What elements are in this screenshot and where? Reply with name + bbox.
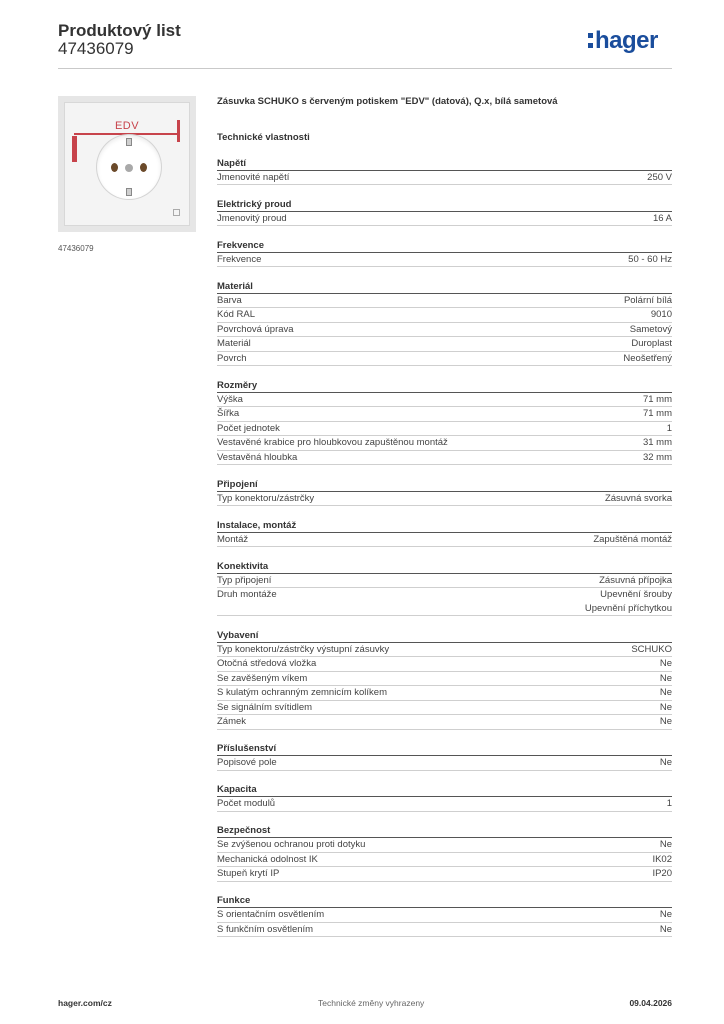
spec-value: [628, 253, 672, 267]
spec-row: [217, 908, 672, 923]
spec-value: [653, 212, 672, 226]
spec-value: [660, 715, 672, 729]
footer-date: 09.04.2026: [629, 998, 672, 1008]
spec-label: Materiál: [217, 338, 251, 349]
spec-value-line: Zapuštěná montáž: [593, 533, 672, 545]
spec-section: [217, 519, 672, 548]
spec-value-line: Ne: [659, 672, 672, 684]
section-heading: Frekvence: [217, 239, 672, 253]
spec-row: [217, 838, 672, 853]
spec-value-line: Neošetřený: [623, 352, 672, 364]
spec-value: [585, 588, 672, 615]
spec-section: [217, 629, 672, 730]
spec-value-line: SCHUKO: [631, 643, 672, 655]
spec-label: Šířka: [217, 408, 240, 419]
spec-label: Montáž: [217, 533, 249, 545]
spec-value: [593, 533, 672, 547]
spec-row: [217, 352, 672, 367]
section-heading: Kapacita: [217, 783, 672, 797]
edv-print: EDV: [114, 120, 140, 132]
spec-value: [623, 352, 672, 366]
spec-content: [217, 95, 672, 937]
spec-row: [217, 337, 672, 352]
section-heading: Vybavení: [217, 629, 672, 643]
spec-value: [643, 451, 672, 465]
spec-value-line: 50 - 60 Hz: [628, 253, 672, 265]
spec-section: [217, 742, 672, 771]
spec-section: [217, 783, 672, 812]
spec-row: [217, 451, 672, 466]
footer-website-link[interactable]: hager.com/cz: [58, 998, 112, 1008]
spec-row: [217, 672, 672, 687]
spec-row: [217, 171, 672, 186]
spec-sections: [217, 157, 672, 938]
spec-value-line: IK02: [652, 853, 672, 865]
spec-label: Stupeň krytí IP: [217, 868, 280, 879]
spec-label: Počet jednotek: [217, 422, 280, 434]
spec-section: [217, 894, 672, 937]
section-heading: Materiál: [217, 280, 672, 294]
spec-value: [651, 308, 672, 322]
spec-row: [217, 867, 672, 882]
schuko-socket-icon: [97, 135, 161, 199]
spec-label: Mechanická odolnost IK: [217, 853, 318, 865]
image-caption: 47436079: [58, 244, 94, 253]
spec-row: [217, 308, 672, 323]
spec-value-line: 9010: [650, 309, 672, 320]
spec-row: [217, 588, 672, 616]
spec-label: Otočná středová vložka: [217, 658, 317, 669]
spec-row: [217, 574, 672, 589]
section-heading: Bezpečnost: [217, 824, 672, 838]
section-heading: Elektrický proud: [217, 198, 672, 212]
spec-row: [217, 294, 672, 309]
spec-label: Výška: [217, 393, 243, 405]
spec-label: Jmenovitý proud: [217, 212, 287, 224]
spec-label: Vestavěné krabice pro hloubkovou zapuštěnou montáž: [217, 437, 448, 448]
spec-value: [652, 853, 672, 867]
section-heading: Napětí: [217, 157, 672, 171]
spec-label: S funkčním osvětlením: [217, 923, 314, 935]
spec-value-line: Ne: [659, 701, 672, 713]
spec-value-line: Ne: [659, 716, 672, 727]
spec-value-line: Zásuvná svorka: [604, 492, 672, 504]
spec-label: Barva: [217, 294, 242, 306]
spec-label: Typ konektoru/zástrčky výstupní zásuvky: [217, 643, 390, 655]
earth-clip-top: [126, 138, 132, 146]
spec-value: [643, 436, 672, 450]
spec-value-line: Ne: [659, 839, 672, 850]
center-screw: [125, 164, 133, 172]
spec-row: [217, 643, 672, 658]
spec-label: Kód RAL: [217, 309, 256, 320]
spec-value-line: 71 mm: [642, 408, 672, 419]
spec-row: [217, 657, 672, 672]
hager-logo[interactable]: [588, 26, 658, 56]
spec-value-line: Duroplast: [631, 338, 672, 349]
spec-label: S kulatým ochranným zemnicím kolíkem: [217, 687, 387, 698]
spec-value: [631, 643, 672, 657]
spec-value-line: Ne: [659, 757, 672, 768]
spec-value: [643, 393, 672, 407]
section-heading: Instalace, montáž: [217, 519, 672, 533]
spec-value: [630, 323, 672, 337]
spec-value-line: Zásuvná přípojka: [599, 574, 672, 586]
corner-marker: [173, 209, 180, 216]
product-image: [58, 96, 196, 232]
spec-label: Druh montáže: [217, 589, 277, 600]
tech-properties-title: Technické vlastnosti: [217, 132, 310, 143]
spec-value: [652, 867, 672, 881]
spec-section: [217, 157, 672, 186]
spec-value: [643, 407, 672, 421]
footer-note: Technické změny vyhrazeny: [318, 998, 425, 1008]
spec-section: [217, 824, 672, 882]
spec-row: [217, 756, 672, 771]
label-tab-left: [72, 136, 77, 162]
spec-label: Popisové pole: [217, 757, 277, 768]
spec-value: [599, 574, 672, 588]
spec-label: Povrch: [217, 352, 247, 364]
spec-label: Se zvýšenou ochranou proti dotyku: [217, 839, 366, 850]
spec-value-line: 1: [666, 798, 672, 809]
section-heading: Připojení: [217, 478, 672, 492]
spec-value-line: Ne: [659, 658, 672, 669]
spec-row: [217, 212, 672, 227]
spec-row: [217, 407, 672, 422]
spec-row: [217, 393, 672, 408]
pin-hole-left: [111, 163, 118, 172]
spec-section: [217, 280, 672, 367]
spec-value-line: 31 mm: [642, 437, 672, 448]
spec-row: [217, 253, 672, 268]
product-code: 47436079: [58, 39, 134, 58]
spec-value-line: Ne: [659, 923, 672, 935]
spec-row: [217, 853, 672, 868]
spec-row: [217, 492, 672, 507]
spec-label: Se signálním svítidlem: [217, 701, 313, 713]
earth-clip-bottom: [126, 188, 132, 196]
product-title: Zásuvka SCHUKO s červeným potiskem "EDV" (datová), Q.x, bílá sametová: [217, 96, 558, 107]
spec-section: [217, 198, 672, 227]
spec-value: [631, 337, 672, 351]
spec-value: [667, 422, 672, 436]
spec-value: [624, 294, 672, 308]
spec-label: Jmenovité napětí: [217, 171, 290, 183]
spec-row: [217, 686, 672, 701]
spec-row: [217, 422, 672, 437]
spec-value-line: Upevnění šrouby: [600, 589, 672, 600]
logo-dots-icon: [588, 30, 594, 50]
spec-label: Typ konektoru/zástrčky: [217, 492, 315, 504]
spec-label: Povrchová úprava: [217, 323, 294, 335]
page-title: Produktový list: [58, 21, 181, 40]
spec-value-line: 32 mm: [642, 451, 672, 463]
spec-value: [660, 756, 672, 770]
spec-value: [660, 657, 672, 671]
spec-value-line: Ne: [659, 687, 672, 698]
spec-value-line: Ne: [659, 909, 672, 920]
spec-label: Frekvence: [217, 253, 262, 265]
spec-value-line: IP20: [652, 868, 672, 879]
socket-plate: [64, 102, 190, 226]
section-heading: Příslušenství: [217, 742, 672, 756]
spec-value-line: 1: [666, 422, 672, 434]
spec-value: [660, 838, 672, 852]
spec-row: [217, 436, 672, 451]
spec-label: Se zavěšeným víkem: [217, 672, 308, 684]
spec-value: [605, 492, 672, 506]
pin-hole-right: [140, 163, 147, 172]
spec-section: [217, 560, 672, 617]
spec-value: [647, 171, 672, 185]
header-divider: [58, 68, 672, 69]
spec-value: [660, 701, 672, 715]
spec-label: Zámek: [217, 716, 247, 727]
spec-value: [660, 686, 672, 700]
spec-value: [660, 672, 672, 686]
spec-value: [660, 923, 672, 937]
spec-row: [217, 701, 672, 716]
section-heading: Konektivita: [217, 560, 672, 574]
spec-row: [217, 797, 672, 812]
logo-text: hager: [595, 27, 658, 54]
spec-value: [660, 908, 672, 922]
spec-row: [217, 715, 672, 730]
spec-label: Počet modulů: [217, 798, 276, 809]
spec-row: [217, 923, 672, 938]
spec-value-line: 16 A: [652, 212, 672, 224]
spec-row: [217, 323, 672, 338]
spec-value: [667, 797, 672, 811]
section-heading: Rozměry: [217, 379, 672, 393]
spec-value-line: Sametový: [629, 323, 672, 335]
spec-label: S orientačním osvětlením: [217, 909, 325, 920]
spec-row: [217, 533, 672, 548]
spec-value-line: 250 V: [647, 171, 672, 183]
spec-section: [217, 239, 672, 268]
section-heading: Funkce: [217, 894, 672, 908]
spec-section: [217, 379, 672, 466]
spec-value-line: Polární bílá: [623, 294, 672, 306]
spec-value-line: 71 mm: [642, 393, 672, 405]
spec-label: Typ připojení: [217, 574, 272, 586]
spec-section: [217, 478, 672, 507]
spec-label: Vestavěná hloubka: [217, 451, 298, 463]
spec-value-line: Upevnění příchytkou: [584, 602, 672, 614]
